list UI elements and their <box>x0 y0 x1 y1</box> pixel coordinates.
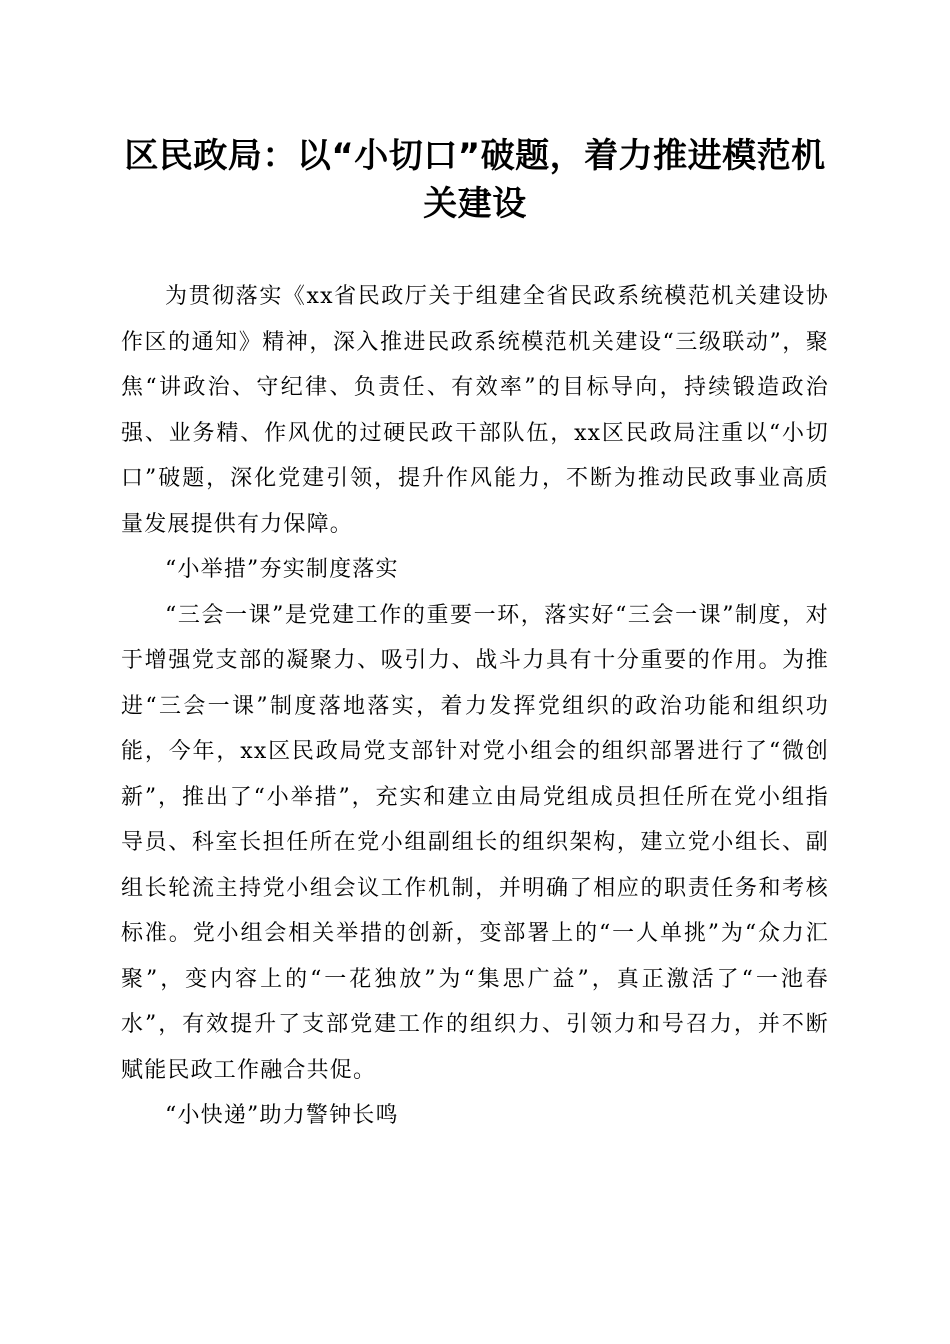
body-paragraph: “三会一课”是党建工作的重要一环，落实好“三会一课”制度，对于增强党支部的凝聚力、吸引力、战斗力具有十分重要的作用。为推进“三会一课”制度落地落实，着力发挥党组织的政治功能和组织功能，今年，xx区民政局党支部针对党小组会的组织部署进行了“微创新”，推出了“小举措”，充实和建立由局党组成员担任所在党小组指导员、科室长担任所在党小组副组长的组织架构，建立党小组长、副组长轮流主持党小组会议工作机制，并明确了相应的职责任务和考核标准。党小组会相关举措的创新，变部署上的“一人单挑”为“众力汇聚”，变内容上的“一花独放”为“集思广益”，真正激活了“一池春水”，有效提升了支部党建工作的组织力、引领力和号召力，并不断赋能民政工作融合共促。 <box>121 602 829 1083</box>
document-title: 区民政局：以“小切口”破题，着力推进模范机关建设 <box>124 136 826 224</box>
section-heading: “小举措”夯实制度落实 <box>165 557 399 582</box>
section-heading: “小快递”助力警钟长鸣 <box>165 1103 399 1128</box>
intro-paragraph: 为贯彻落实《xx省民政厅关于组建全省民政系统模范机关建设协作区的通知》精神，深入推进民政系统模范机关建设“三级联动”，聚焦“讲政治、守纪律、负责任、有效率”的目标导向，持续锻造政治强、业务精、作风优的过硬民政干部队伍，xx区民政局注重以“小切口”破题，深化党建引领，提升作风能力，不断为推动民政事业高质量发展提供有力保障。 <box>121 284 829 537</box>
document-body <box>121 274 829 1139</box>
